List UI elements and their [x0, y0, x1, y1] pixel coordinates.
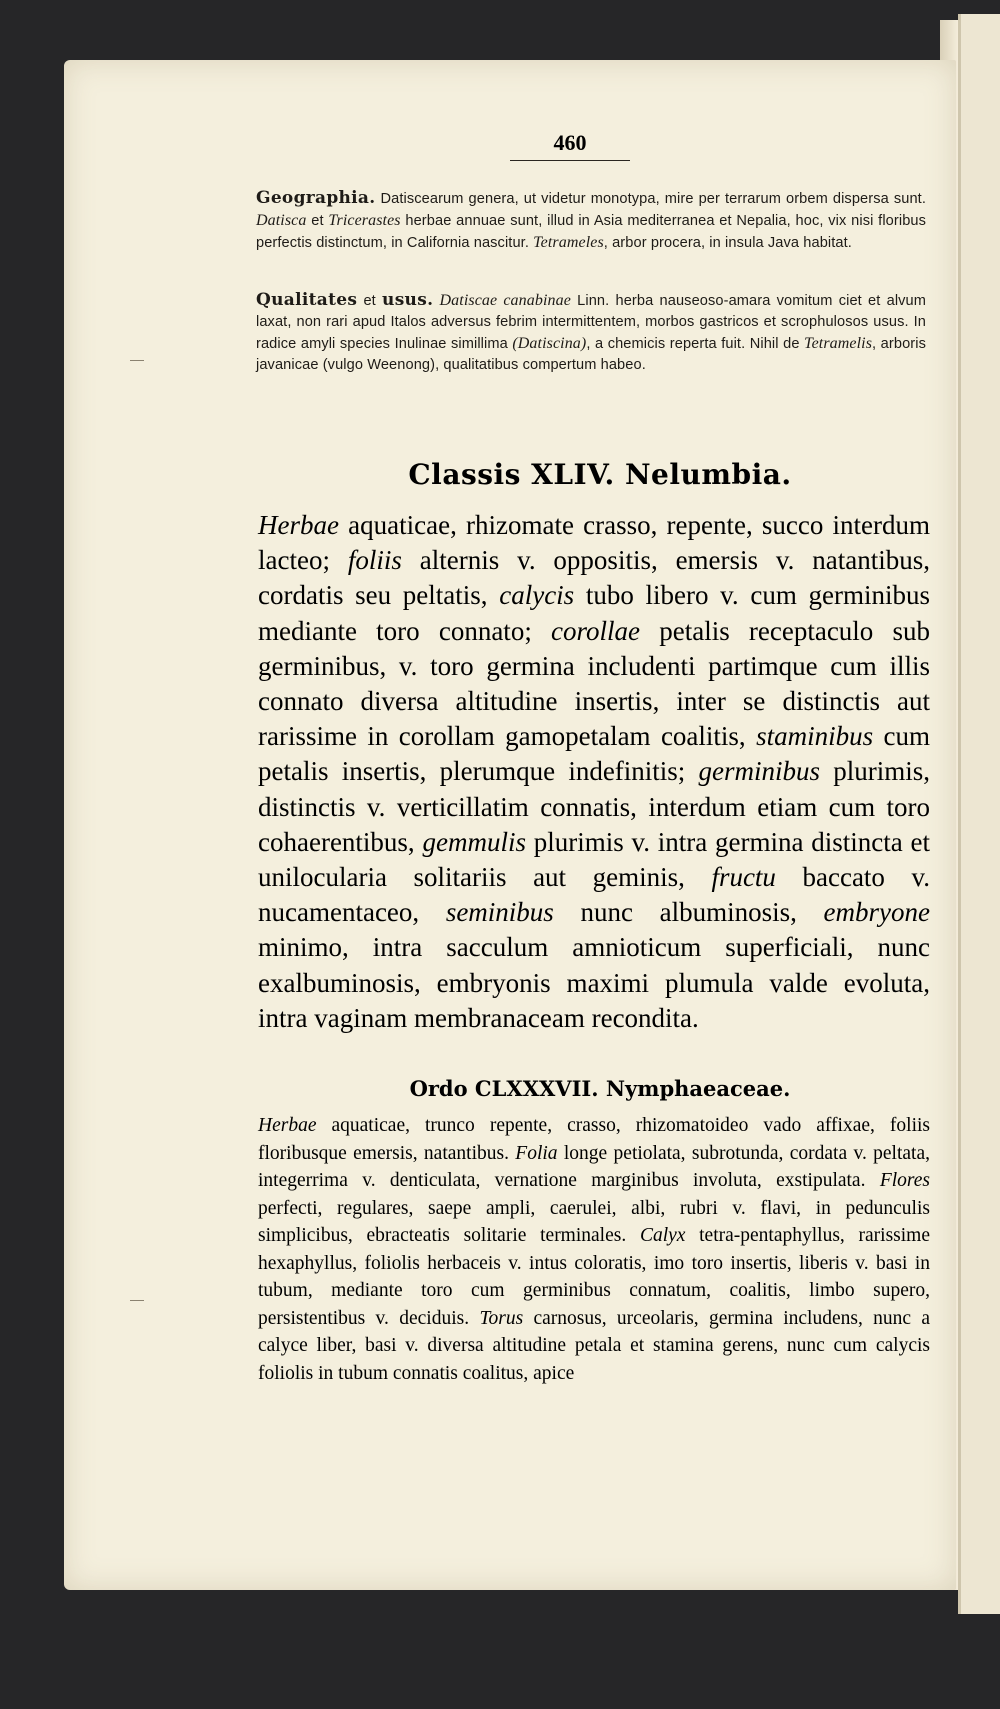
classis-text: nunc albuminosis,: [580, 897, 797, 928]
classis-text: aquaticae, rhizomate crasso, repente, succo interdum lacteo;: [258, 510, 930, 576]
geographia-heading: Geographia.: [256, 188, 376, 208]
genus-tricerastes: Tricerastes: [328, 212, 401, 229]
classis-text: plurimis v. intra germina distincta et unilocularia solitariis aut geminis,: [258, 826, 931, 893]
ordo-heading: Ordo CLXXXVII. Nymphaeaceae.: [409, 1076, 791, 1101]
qualitates-heading-mid: et: [363, 293, 376, 309]
term-herbae: Herbae: [258, 1115, 317, 1136]
geographia-paragraph: [256, 188, 926, 254]
term-folia: Folia: [515, 1142, 558, 1164]
genus-datisca: Datisca: [256, 212, 307, 229]
ordo-text: aquaticae, trunco repente, crasso, rhizomatoideo vado affixae, foliis floribusque emersis, natantibus.: [258, 1115, 930, 1164]
qualitates-paragraph: [256, 290, 926, 376]
classis-text: alternis v. oppositis, emersis v. natantibus, cordatis seu peltatis,: [258, 545, 931, 611]
genus-tetramelis: Tetramelis: [804, 335, 873, 352]
page-number-rule: [510, 160, 630, 161]
classis-text: petalis receptaculo sub germinibus, v. toro germina includenti partimque cum illis connato diversa altitudine insertis, inter se distinctis aut rarissime in corollam gamopetalam coalitis,: [258, 615, 931, 752]
term-calycis: calycis: [499, 580, 575, 611]
classis-text: tubo libero v. cum germinibus mediante toro connato;: [258, 580, 930, 646]
term-germinibus: germinibus: [698, 756, 821, 787]
geographia-text: , arbor procera, in insula Java habitat.: [603, 235, 852, 251]
term-seminibus: seminibus: [445, 897, 554, 928]
species-datiscae: Datiscae canabinae: [439, 292, 571, 309]
classis-text: minimo, intra sacculum amnioticum superficiali, nunc exalbuminosis, embryonis maximi plumula valde evoluta, intra vaginam membranaceam recondita.: [258, 932, 930, 1033]
classis-text: cum petalis insertis, plerumque indefinitis;: [258, 721, 931, 787]
next-page-edge: [958, 14, 1000, 1614]
qualitates-text: Linn. herba nauseoso-amara vomitum ciet et alvum laxat, non rari apud Italos adversus febrim intermittentem, morbos gastricos et scrophulosos usus. In radice amyli species Inulinae simillima: [256, 293, 927, 352]
geographia-text: et: [311, 213, 324, 229]
qualitates-heading: Qualitates: [256, 290, 358, 310]
term-herbae: Herbae: [258, 510, 339, 540]
margin-mark: [130, 1300, 144, 1301]
term-corollae: corollae: [551, 615, 641, 646]
qualitates-text: , arboris javanicae (vulgo Weenong), qualitatibus compertum habeo.: [256, 336, 926, 373]
term-embryone: embryone: [823, 897, 930, 928]
classis-description: [258, 508, 930, 1036]
classis-heading: Classis XLIV. Nelumbia.: [408, 458, 792, 491]
term-fructu: fructu: [711, 862, 776, 893]
qualitates-text: , a chemicis reperta fuit. Nihil de: [586, 336, 800, 352]
classis-text: baccato v. nucamentaceo,: [258, 862, 930, 928]
usus-heading: usus.: [382, 290, 434, 310]
ordo-text: tetra-pentaphyllus, rarissime hexaphyllus, foliolis herbaceis v. intus coloratis, imo toro insertis, liberis v. basi in tubum, mediante toro cum germinibus connatum, coalitis, limbo supero, persistentibus v. deciduis.: [258, 1225, 930, 1329]
term-torus: Torus: [479, 1307, 524, 1329]
margin-mark: [130, 360, 144, 361]
geographia-text: herbae annuae sunt, illud in Asia mediterranea et Nepalia, hoc, vix nisi floribus perfectis distinctum, in California nascitur.: [256, 213, 927, 251]
term-foliis: foliis: [347, 545, 402, 576]
page-number: 460: [553, 130, 587, 155]
genus-tetrameles: Tetrameles: [533, 234, 604, 251]
classis-text: plurimis, distinctis v. verticillatim connatis, interdum etiam cum toro cohaerentibus,: [258, 756, 931, 857]
term-staminibus: staminibus: [756, 721, 874, 752]
datiscina-term: (Datiscina): [512, 335, 587, 352]
term-calyx: Calyx: [639, 1225, 686, 1246]
ordo-text: carnosus, urceolaris, germina includens, nunc a calyce liber, basi v. diversa altitudine petala et stamina gerens, nunc cum calycis foliolis in tubum connatis coalitus, apice: [258, 1307, 931, 1384]
term-flores: Flores: [879, 1170, 931, 1191]
geographia-text: Datiscearum genera, ut videtur monotypa, mire per terrarum orbem dispersa sunt.: [380, 191, 926, 207]
term-gemmulis: gemmulis: [422, 826, 526, 857]
ordo-text: longe petiolata, subrotunda, cordata v. peltata, integerrima v. denticulata, vernatione marginibus involuta, exstipulata.: [258, 1142, 930, 1191]
ordo-description: [258, 1112, 930, 1387]
ordo-text: perfecti, regulares, saepe ampli, caerulei, albi, rubri v. flavi, in pedunculis simplicibus, ebracteatis solitarie terminales.: [258, 1197, 930, 1246]
